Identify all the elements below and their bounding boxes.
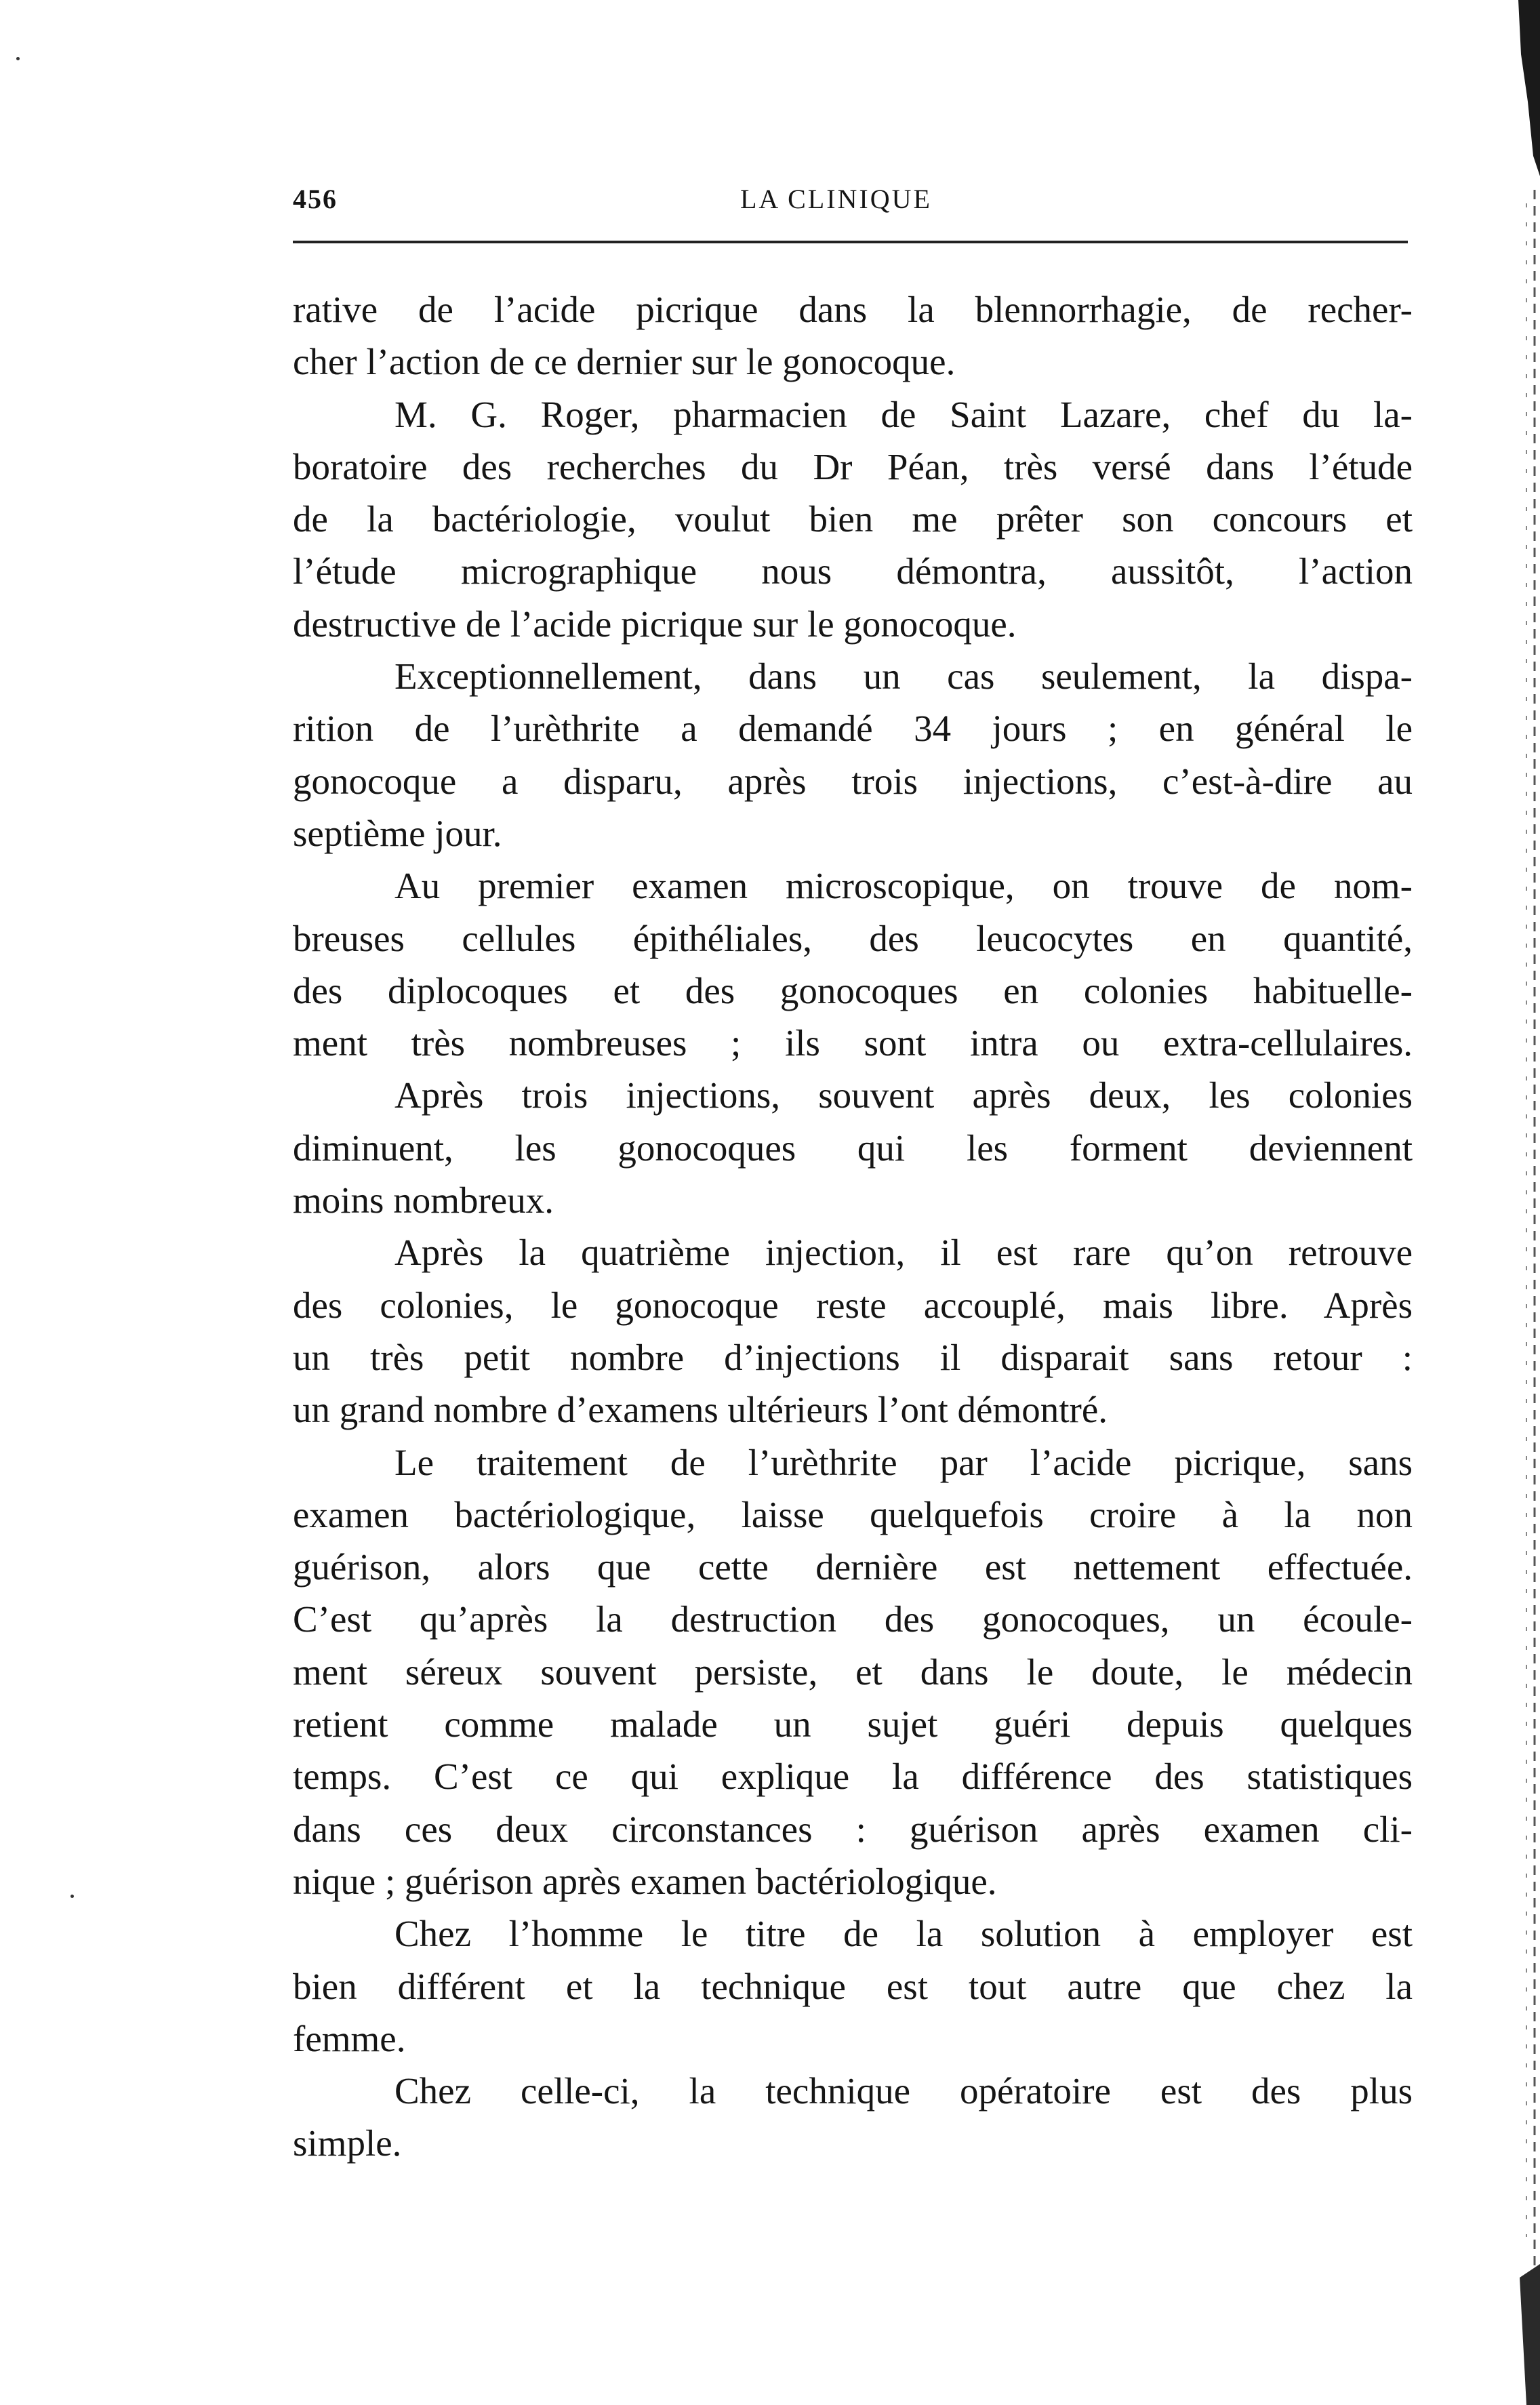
text-line: Au premier examen microscopique, on trouve de nom- [394, 865, 1413, 907]
text-line: ment séreux souvent persiste, et dans le doute, le médecin [293, 1651, 1413, 1693]
scan-edge-artifact [1479, 0, 1540, 2405]
text-line: cher l’action de ce dernier sur le gonocoque. [293, 341, 956, 383]
text-line: Exceptionnellement, dans un cas seulement, la dispa- [394, 655, 1413, 698]
running-title: LA CLINIQUE [740, 184, 932, 214]
text-line: guérison, alors que cette dernière est nettement effectuée. [293, 1546, 1413, 1588]
text-line: l’étude micrographique nous démontra, aussitôt, l’action [293, 550, 1413, 592]
text-line: Après trois injections, souvent après deux, les colonies [394, 1074, 1413, 1116]
text-line: bien différent et la technique est tout autre que chez la [293, 1965, 1413, 2007]
text-line: boratoire des recherches du Dr Péan, très versé dans l’étude [293, 445, 1413, 487]
text-line: breuses cellules épithéliales, des leucocytes en quantité, [293, 917, 1413, 959]
text-line: examen bactériologique, laisse quelquefois croire à la non [293, 1493, 1413, 1535]
scan-speck [16, 57, 20, 60]
text-line: ment très nombreuses ; ils sont intra ou extra-cellulaires. [293, 1022, 1413, 1064]
text-line: Après la quatrième injection, il est rare qu’on retrouve [394, 1232, 1413, 1274]
text-line: rative de l’acide picrique dans la blennorrhagie, de recher- [293, 289, 1413, 330]
text-line: Chez l’homme le titre de la solution à employer est [394, 1913, 1413, 1955]
text-line: moins nombreux. [293, 1179, 554, 1221]
scan-speck [70, 1895, 74, 1898]
text-line: de la bactériologie, voulut bien me prêter son concours et [293, 498, 1413, 540]
text-line: des colonies, le gonocoque reste accouplé, mais libre. Après [293, 1284, 1413, 1326]
page-header [293, 178, 1408, 225]
text-line: M. G. Roger, pharmacien de Saint Lazare, chef du la- [394, 393, 1413, 435]
text-line: un très petit nombre d’injections il disparait sans retour : [293, 1336, 1413, 1378]
text-line: rition de l’urèthrite a demandé 34 jours ; en général le [293, 708, 1413, 750]
text-line: Chez celle-ci, la technique opératoire est des plus [394, 2070, 1413, 2112]
body-text [293, 283, 1413, 2170]
text-line: Le traitement de l’urèthrite par l’acide picrique, sans [394, 1441, 1413, 1483]
text-line: nique ; guérison après examen bactériologique. [293, 1860, 997, 1902]
page-number: 456 [293, 184, 338, 214]
text-line: diminuent, les gonocoques qui les forment deviennent [293, 1127, 1413, 1169]
text-line: temps. C’est ce qui explique la différence des statistiques [293, 1756, 1413, 1798]
text-line: des diplocoques et des gonocoques en colonies habituelle- [293, 969, 1413, 1011]
text-line: gonocoque a disparu, après trois injections, c’est-à-dire au [293, 760, 1413, 802]
text-line: retient comme malade un sujet guéri depuis quelques [293, 1703, 1413, 1745]
text-line: C’est qu’après la destruction des gonocoques, un écoule- [293, 1598, 1413, 1640]
text-line: dans ces deux circonstances : guérison après examen cli- [293, 1808, 1413, 1850]
text-line: un grand nombre d’examens ultérieurs l’ont démontré. [293, 1389, 1108, 1431]
text-line: destructive de l’acide picrique sur le gonocoque. [293, 603, 1017, 645]
text-line: femme. [293, 2017, 406, 2059]
text-line: simple. [293, 2122, 402, 2164]
text-line: septième jour. [293, 812, 502, 854]
header-rule [293, 241, 1408, 243]
